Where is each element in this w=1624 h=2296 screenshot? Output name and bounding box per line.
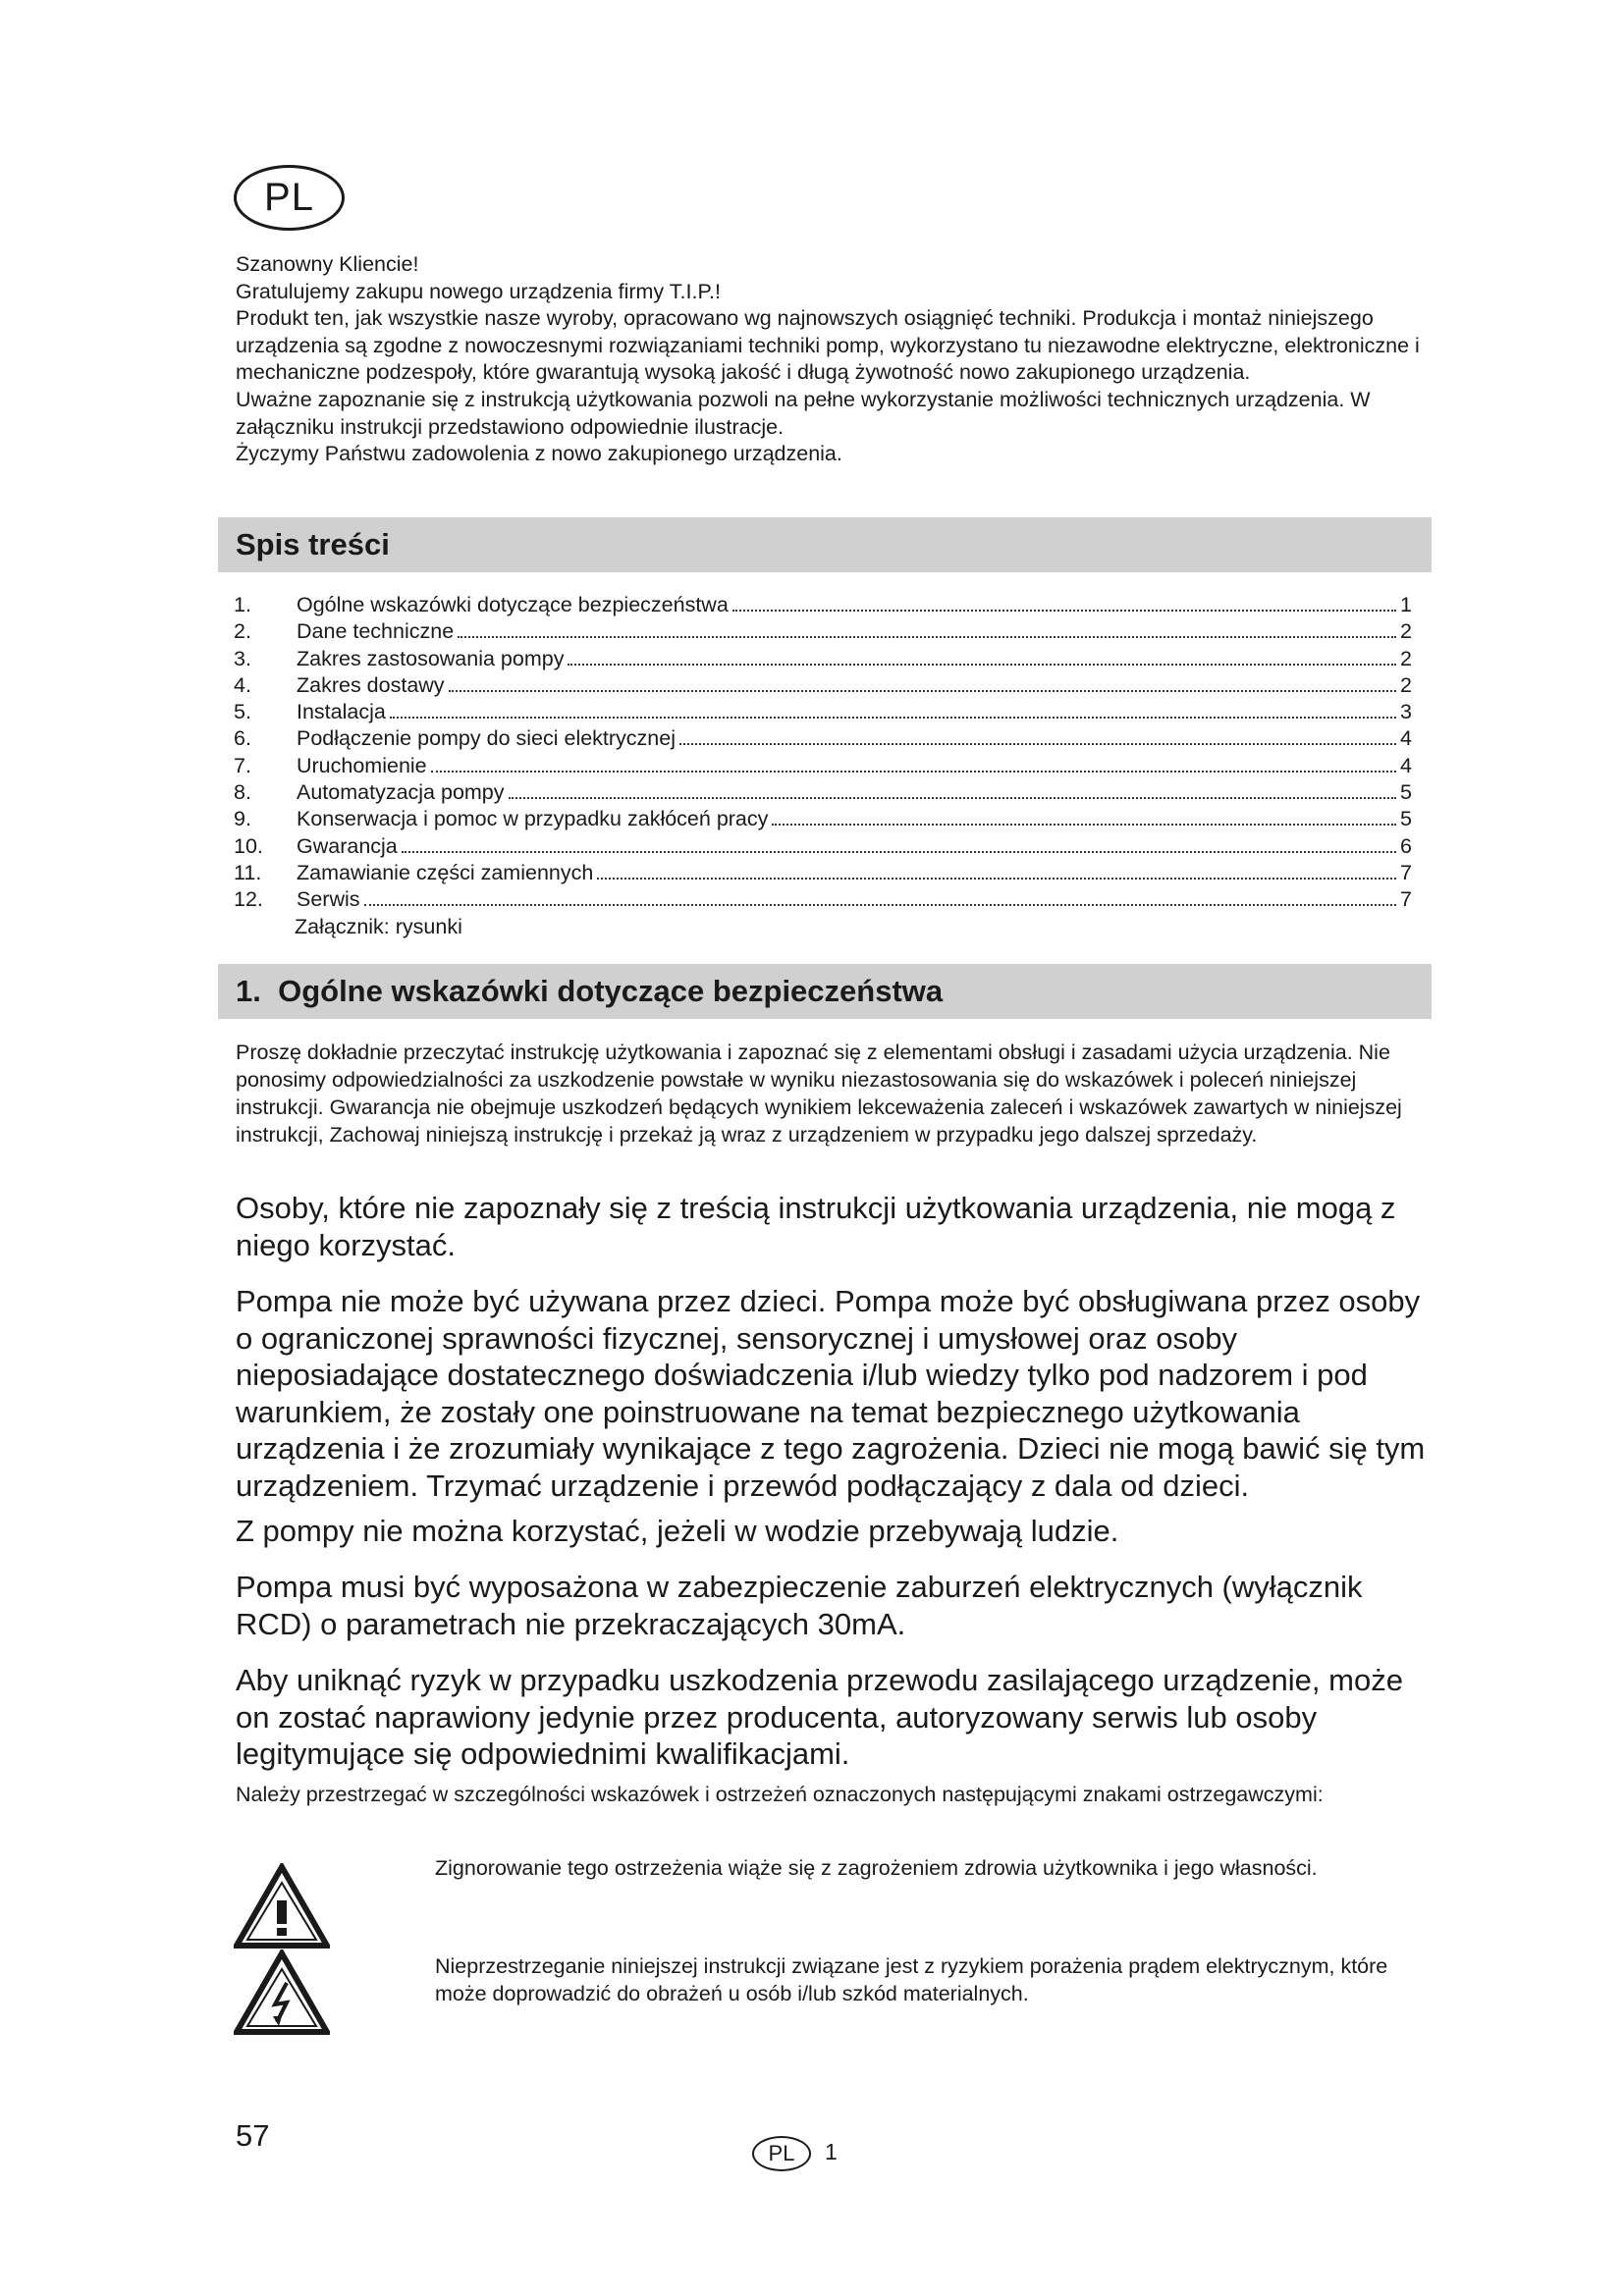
footer-language-badge-label: PL bbox=[768, 2141, 795, 2165]
toc-item[interactable] bbox=[234, 861, 1412, 887]
toc-item-title: Instalacja bbox=[297, 700, 386, 724]
toc-item-title: Gwarancja bbox=[297, 833, 398, 858]
toc-item-page: 4 bbox=[1400, 753, 1412, 777]
general-warning-icon bbox=[234, 1863, 330, 1949]
toc-item-number: 8. bbox=[234, 780, 251, 805]
section-1-heading: 1. Ogólne wskazówki dotyczące bezpieczeństwa bbox=[236, 974, 944, 1008]
toc-item-title: Ogólne wskazówki dotyczące bezpieczeństwa bbox=[297, 593, 729, 616]
intro-paragraph-wishes: Życzymy Państwu zadowolenia z nowo zakupionego urządzenia. bbox=[236, 442, 842, 466]
safety-paragraph-children: Pompa nie może być używana przez dzieci. Pompa może być obsługiwana przez osoby o ograniczonej sprawności fizycznej, sensorycznej i umysłowej oraz osoby nieposiadające dostatecznego doświadczenia i/lub wiedzy tylko pod nadzorem i pod warunkiem, że zostały one poinstruowane na temat bezpiecznego użytkowania urządzenia i że zrozumiały wynikające z tego zagrożenia. Dzieci nie mogą bawić się tym urządzeniem. Trzymać urządzenie i przewód podłączający z dala od dzieci. bbox=[236, 1284, 1426, 1503]
toc-heading: Spis treści bbox=[236, 527, 390, 561]
toc-item[interactable] bbox=[234, 619, 1412, 646]
toc-item-number: 2. bbox=[234, 619, 251, 644]
toc-leader-dots bbox=[431, 771, 1396, 773]
toc-leader-dots bbox=[679, 743, 1396, 745]
safety-paragraph-read-manual: Osoby, które nie zapoznały się z treścią instrukcji użytkowania urządzenia, nie mogą z niego korzystać. bbox=[236, 1191, 1396, 1262]
toc-item-page: 4 bbox=[1400, 726, 1412, 751]
toc-item-number: 6. bbox=[234, 726, 251, 751]
toc-item-number: 12. bbox=[234, 887, 263, 912]
toc-item-number: 4. bbox=[234, 672, 251, 697]
warning-signs-intro: Należy przestrzegać w szczególności wskazówek i ostrzeżeń oznaczonych następującymi znakami ostrzegawczymi: bbox=[236, 1783, 1324, 1806]
toc-item[interactable] bbox=[234, 807, 1412, 833]
table-of-contents bbox=[234, 593, 1412, 941]
footer-language-badge bbox=[752, 2136, 811, 2171]
toc-leader-dots bbox=[390, 717, 1396, 719]
toc-item-page: 7 bbox=[1400, 887, 1412, 912]
greeting: Szanowny Kliencie! bbox=[236, 252, 419, 276]
electrical-warning-text: Nieprzestrzeganie niniejszej instrukcji związane jest z ryzykiem porażenia prądem elektrycznym, które może doprowadzić do obrażeń u osób i/lub szkód materialnych. bbox=[435, 1954, 1388, 2005]
toc-item-title: Podłączenie pompy do sieci elektrycznej bbox=[297, 726, 677, 751]
toc-leader-dots bbox=[402, 851, 1396, 853]
toc-item-page: 2 bbox=[1400, 672, 1412, 697]
toc-heading-bar bbox=[218, 517, 1432, 572]
toc-leader-dots bbox=[772, 824, 1396, 826]
toc-item[interactable] bbox=[234, 647, 1412, 673]
toc-item-page: 3 bbox=[1400, 700, 1412, 724]
toc-leader-dots bbox=[732, 610, 1396, 612]
toc-item-number: 7. bbox=[234, 753, 251, 777]
toc-item-title: Zakres dostawy bbox=[297, 672, 445, 697]
toc-item-number: 10. bbox=[234, 833, 263, 858]
toc-item-page: 7 bbox=[1400, 860, 1412, 884]
toc-item[interactable] bbox=[234, 887, 1412, 914]
toc-item-page: 1 bbox=[1400, 593, 1412, 616]
intro-paragraph-product: Produkt ten, jak wszystkie nasze wyroby, opracowano wg najnowszych osiągnięć techniki. Produkcja i montaż niniejszego urządzenia są zgodne z nowoczesnymi rozwiązaniami techniki pomp, wykorzystano tu niezawodne elektryczne, elektroniczne i mechaniczne podzespoły, które gwarantują wysoką jakość i długą żywotność nowo zakupionego urządzenia. bbox=[236, 306, 1420, 385]
toc-item-page: 2 bbox=[1400, 646, 1412, 670]
toc-item[interactable] bbox=[234, 593, 1412, 619]
toc-item-page: 5 bbox=[1400, 780, 1412, 805]
toc-item-title: Serwis bbox=[297, 887, 360, 912]
toc-leader-dots bbox=[597, 878, 1396, 880]
footer-section-page: 1 bbox=[825, 2139, 838, 2164]
toc-item-title: Konserwacja i pomoc w przypadku zakłóceń pracy bbox=[297, 807, 769, 831]
toc-item-number: 3. bbox=[234, 646, 251, 670]
section-1-heading-bar bbox=[218, 964, 1432, 1019]
toc-item[interactable] bbox=[234, 754, 1412, 780]
toc-item[interactable] bbox=[234, 834, 1412, 861]
toc-item[interactable] bbox=[234, 673, 1412, 700]
language-badge-label: PL bbox=[264, 176, 314, 219]
toc-item[interactable] bbox=[234, 700, 1412, 726]
toc-leader-dots bbox=[458, 636, 1396, 638]
toc-leader-dots bbox=[449, 690, 1396, 692]
toc-leader-dots bbox=[568, 664, 1396, 666]
electrical-warning-icon bbox=[234, 1949, 330, 2036]
toc-item[interactable] bbox=[234, 726, 1412, 753]
section-1-intro: Proszę dokładnie przeczytać instrukcję użytkowania i zapoznać się z elementami obsługi i zasadami użycia urządzenia. Nie ponosimy odpowiedzialności za uszkodzenie powstałe w wyniku niezastosowania się do wskazówek i poleceń niniejszej instrukcji. Gwarancja nie obejmuje uszkodzeń będących wynikiem lekceważenia zaleceń i wskazówek zawartych w niniejszej instrukcji, Zachowaj niniejszą instrukcję i przekaż ją wraz z urządzeniem w przypadku jego dalszej sprzedaży. bbox=[236, 1041, 1402, 1147]
toc-item-number: 5. bbox=[234, 700, 251, 724]
toc-item-number: 9. bbox=[234, 807, 251, 831]
toc-item-title: Dane techniczne bbox=[297, 619, 455, 644]
general-warning-text: Zignorowanie tego ostrzeżenia wiąże się z zagrożeniem zdrowia użytkownika i jego własności. bbox=[435, 1856, 1318, 1880]
toc-item-page: 2 bbox=[1400, 619, 1412, 644]
safety-paragraph-power-cord: Aby uniknąć ryzyk w przypadku uszkodzenia przewodu zasilającego urządzenie, może on zostać naprawiony jedynie przez producenta, autoryzowany serwis lub osoby legitymujące się odpowiednimi kwalifikacjami. bbox=[236, 1663, 1403, 1771]
toc-leader-dots bbox=[364, 904, 1397, 906]
toc-item-number: 1. bbox=[234, 593, 251, 616]
toc-item-title: Zamawianie części zamiennych bbox=[297, 860, 594, 884]
intro-paragraph-manual: Uważne zapoznanie się z instrukcją użytkowania pozwoli na pełne wykorzystanie możliwości technicznych urządzenia. W załączniku instrukcji przedstawiono odpowiednie ilustracje. bbox=[236, 387, 1371, 439]
language-badge bbox=[234, 165, 345, 231]
toc-item-page: 6 bbox=[1400, 833, 1412, 858]
page-number: 57 bbox=[236, 2118, 270, 2153]
intro-text bbox=[236, 251, 1424, 468]
safety-paragraph-rcd: Pompa musi być wyposażona w zabezpieczenie zaburzeń elektrycznych (wyłącznik RCD) o parametrach nie przekraczających 30mA. bbox=[236, 1570, 1363, 1641]
toc-item-title: Automatyzacja pompy bbox=[297, 780, 505, 805]
toc-item-number: 11. bbox=[234, 860, 262, 884]
toc-item-title: Zakres zastosowania pompy bbox=[297, 646, 565, 670]
toc-appendix: Załącznik: rysunki bbox=[295, 914, 462, 938]
safety-paragraph-people-in-water: Z pompy nie można korzystać, jeżeli w wodzie przebywają ludzie. bbox=[236, 1514, 1119, 1548]
toc-leader-dots bbox=[509, 797, 1397, 799]
congratulations: Gratulujemy zakupu nowego urządzenia firmy T.I.P.! bbox=[236, 279, 721, 303]
toc-item[interactable] bbox=[234, 780, 1412, 807]
toc-item-page: 5 bbox=[1400, 807, 1412, 831]
toc-item-title: Uruchomienie bbox=[297, 753, 427, 777]
